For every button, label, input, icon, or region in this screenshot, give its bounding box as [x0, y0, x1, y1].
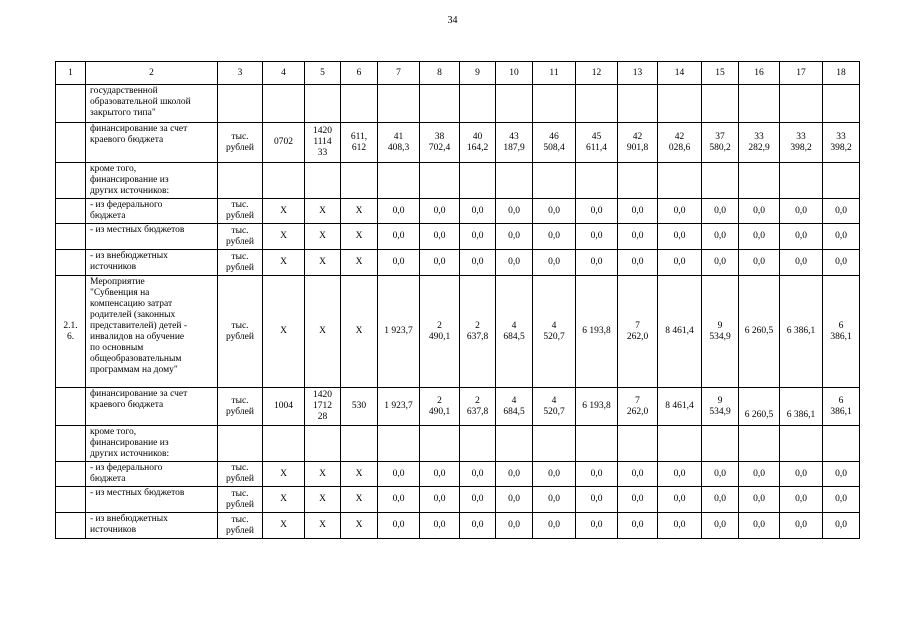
value-cell: 9 534,9	[702, 388, 739, 426]
code-cell: 1004	[263, 388, 305, 426]
header-cell: 11	[533, 62, 576, 85]
row-description: кроме того, финансирование из других источников:	[86, 426, 218, 462]
row-index	[56, 163, 86, 199]
code-cell: X	[263, 199, 305, 224]
row-index	[56, 388, 86, 426]
header-cell: 7	[378, 62, 420, 85]
row-index	[56, 224, 86, 250]
row-index	[56, 199, 86, 224]
code-cell	[305, 85, 341, 123]
value-cell	[533, 426, 576, 462]
value-cell	[823, 426, 860, 462]
table-row	[56, 199, 860, 224]
value-cell	[378, 426, 420, 462]
unit-cell: тыс. рублей	[218, 123, 263, 163]
value-cell: 0,0	[533, 199, 576, 224]
row-index	[56, 513, 86, 539]
value-cell: 0,0	[780, 462, 823, 487]
value-cell	[420, 85, 460, 123]
code-cell	[341, 163, 378, 199]
header-cell: 4	[263, 62, 305, 85]
value-cell: 42 901,8	[618, 123, 658, 163]
value-cell	[739, 85, 780, 123]
value-cell: 0,0	[460, 462, 496, 487]
value-cell: 4 520,7	[533, 388, 576, 426]
value-cell: 46 508,4	[533, 123, 576, 163]
value-cell: 0,0	[576, 487, 618, 513]
value-cell: 2 490,1	[420, 388, 460, 426]
value-cell	[460, 426, 496, 462]
value-cell: 7 262,0	[618, 276, 658, 388]
unit-cell: тыс. рублей	[218, 250, 263, 276]
row-description: государственной образовательной школой закрытого типа"	[86, 85, 218, 123]
value-cell: 2 490,1	[420, 276, 460, 388]
value-cell: 43 187,9	[496, 123, 533, 163]
value-cell: 45 611,4	[576, 123, 618, 163]
value-cell: 6 193,8	[576, 276, 618, 388]
value-cell: 0,0	[378, 250, 420, 276]
value-cell	[496, 85, 533, 123]
value-cell: 0,0	[702, 250, 739, 276]
header-cell: 18	[823, 62, 860, 85]
value-cell: 0,0	[533, 250, 576, 276]
value-cell	[576, 85, 618, 123]
value-cell: 0,0	[496, 513, 533, 539]
value-cell	[420, 163, 460, 199]
code-cell: X	[263, 487, 305, 513]
row-description: - из местных бюджетов	[86, 224, 218, 250]
code-cell: X	[341, 199, 378, 224]
value-cell: 0,0	[780, 199, 823, 224]
value-cell: 2 637,8	[460, 276, 496, 388]
unit-cell: тыс. рублей	[218, 462, 263, 487]
value-cell	[460, 163, 496, 199]
value-cell: 4 684,5	[496, 388, 533, 426]
code-cell	[263, 163, 305, 199]
header-cell: 8	[420, 62, 460, 85]
value-cell	[576, 426, 618, 462]
row-description: Мероприятие "Субвенция на компенсацию затрат родителей (законных представителей) детей - инвалидов на обучение по основным общеобразовательным программам на дому"	[86, 276, 218, 388]
value-cell: 0,0	[460, 250, 496, 276]
table-row	[56, 426, 860, 462]
value-cell	[823, 85, 860, 123]
unit-cell: тыс. рублей	[218, 276, 263, 388]
table-row	[56, 487, 860, 513]
header-cell: 15	[702, 62, 739, 85]
value-cell	[496, 163, 533, 199]
value-cell: 0,0	[780, 487, 823, 513]
value-cell	[780, 85, 823, 123]
value-cell: 0,0	[420, 250, 460, 276]
code-cell	[341, 426, 378, 462]
value-cell: 0,0	[823, 199, 860, 224]
value-cell	[702, 85, 739, 123]
value-cell: 0,0	[378, 224, 420, 250]
header-cell: 13	[618, 62, 658, 85]
value-cell: 0,0	[533, 224, 576, 250]
code-cell: X	[263, 224, 305, 250]
code-cell: X	[305, 276, 341, 388]
value-cell	[739, 163, 780, 199]
table-row	[56, 224, 860, 250]
value-cell: 0,0	[702, 224, 739, 250]
value-cell: 2 637,8	[460, 388, 496, 426]
row-description: кроме того, финансирование из других источников:	[86, 163, 218, 199]
value-cell: 42 028,6	[658, 123, 702, 163]
value-cell: 33 398,2	[780, 123, 823, 163]
row-description: финансирование за счет краевого бюджета	[86, 388, 218, 426]
header-cell: 12	[576, 62, 618, 85]
value-cell	[618, 85, 658, 123]
row-description: финансирование за счет краевого бюджета	[86, 123, 218, 163]
value-cell: 0,0	[576, 224, 618, 250]
value-cell: 0,0	[739, 487, 780, 513]
row-index	[56, 487, 86, 513]
table-row	[56, 276, 860, 388]
row-index	[56, 123, 86, 163]
value-cell: 8 461,4	[658, 276, 702, 388]
code-cell	[263, 85, 305, 123]
value-cell: 0,0	[780, 250, 823, 276]
unit-cell: тыс. рублей	[218, 487, 263, 513]
table-row	[56, 513, 860, 539]
header-row	[56, 62, 860, 85]
value-cell: 0,0	[496, 487, 533, 513]
value-cell: 6 386,1	[823, 388, 860, 426]
code-cell: X	[341, 276, 378, 388]
value-cell: 0,0	[576, 462, 618, 487]
row-index: 2.1. 6.	[56, 276, 86, 388]
value-cell: 33 398,2	[823, 123, 860, 163]
value-cell: 0,0	[658, 224, 702, 250]
value-cell: 1 923,7	[378, 388, 420, 426]
value-cell: 0,0	[823, 250, 860, 276]
value-cell: 0,0	[460, 513, 496, 539]
value-cell: 0,0	[378, 487, 420, 513]
unit-cell: тыс. рублей	[218, 388, 263, 426]
value-cell: 0,0	[739, 224, 780, 250]
row-description: - из федерального бюджета	[86, 199, 218, 224]
value-cell: 6 260,5	[739, 388, 780, 426]
code-cell: X	[263, 462, 305, 487]
value-cell: 0,0	[780, 224, 823, 250]
row-index	[56, 426, 86, 462]
code-cell	[341, 85, 378, 123]
value-cell: 0,0	[533, 462, 576, 487]
value-cell	[618, 426, 658, 462]
header-cell: 5	[305, 62, 341, 85]
value-cell	[823, 163, 860, 199]
table-row	[56, 163, 860, 199]
code-cell: X	[341, 250, 378, 276]
row-description: - из внебюджетных источников	[86, 250, 218, 276]
value-cell: 0,0	[618, 513, 658, 539]
value-cell: 0,0	[533, 513, 576, 539]
code-cell: X	[305, 199, 341, 224]
unit-cell	[218, 426, 263, 462]
value-cell: 1 923,7	[378, 276, 420, 388]
value-cell: 0,0	[460, 199, 496, 224]
value-cell: 0,0	[533, 487, 576, 513]
header-cell: 2	[86, 62, 218, 85]
value-cell: 41 408,3	[378, 123, 420, 163]
value-cell: 0,0	[460, 224, 496, 250]
code-cell: X	[341, 462, 378, 487]
unit-cell: тыс. рублей	[218, 224, 263, 250]
value-cell	[658, 85, 702, 123]
value-cell: 0,0	[658, 513, 702, 539]
value-cell: 4 520,7	[533, 276, 576, 388]
code-cell: X	[263, 276, 305, 388]
row-description: - из внебюджетных источников	[86, 513, 218, 539]
value-cell	[378, 85, 420, 123]
row-description: - из местных бюджетов	[86, 487, 218, 513]
value-cell: 0,0	[496, 224, 533, 250]
code-cell: X	[341, 224, 378, 250]
table-row	[56, 462, 860, 487]
header-cell: 17	[780, 62, 823, 85]
value-cell: 8 461,4	[658, 388, 702, 426]
value-cell: 6 386,1	[823, 276, 860, 388]
value-cell: 0,0	[658, 199, 702, 224]
row-index	[56, 462, 86, 487]
value-cell	[780, 163, 823, 199]
value-cell: 7 262,0	[618, 388, 658, 426]
value-cell	[496, 426, 533, 462]
value-cell: 0,0	[420, 487, 460, 513]
header-cell: 3	[218, 62, 263, 85]
code-cell: X	[305, 250, 341, 276]
value-cell: 0,0	[823, 462, 860, 487]
value-cell: 6 193,8	[576, 388, 618, 426]
value-cell: 0,0	[823, 513, 860, 539]
code-cell: 611, 612	[341, 123, 378, 163]
value-cell: 0,0	[739, 513, 780, 539]
value-cell	[658, 163, 702, 199]
value-cell	[702, 163, 739, 199]
page-number: 34	[447, 15, 458, 26]
header-cell: 14	[658, 62, 702, 85]
value-cell: 0,0	[420, 513, 460, 539]
value-cell	[702, 426, 739, 462]
value-cell: 0,0	[378, 462, 420, 487]
value-cell: 40 164,2	[460, 123, 496, 163]
value-cell: 0,0	[702, 513, 739, 539]
value-cell	[533, 163, 576, 199]
value-cell: 0,0	[618, 250, 658, 276]
header-cell: 16	[739, 62, 780, 85]
header-cell: 9	[460, 62, 496, 85]
value-cell	[739, 426, 780, 462]
value-cell: 0,0	[460, 487, 496, 513]
table-row	[56, 123, 860, 163]
value-cell: 0,0	[378, 513, 420, 539]
code-cell: X	[305, 462, 341, 487]
value-cell	[378, 163, 420, 199]
code-cell: X	[341, 487, 378, 513]
value-cell	[420, 426, 460, 462]
value-cell: 0,0	[658, 462, 702, 487]
table-row	[56, 388, 860, 426]
code-cell: X	[305, 224, 341, 250]
value-cell	[618, 163, 658, 199]
code-cell: X	[305, 487, 341, 513]
value-cell: 0,0	[618, 224, 658, 250]
value-cell: 0,0	[702, 462, 739, 487]
value-cell: 0,0	[420, 462, 460, 487]
value-cell: 0,0	[378, 199, 420, 224]
row-index	[56, 85, 86, 123]
value-cell	[576, 163, 618, 199]
value-cell: 0,0	[496, 462, 533, 487]
code-cell	[305, 426, 341, 462]
code-cell	[263, 426, 305, 462]
code-cell	[305, 163, 341, 199]
value-cell: 0,0	[576, 199, 618, 224]
value-cell: 0,0	[496, 199, 533, 224]
row-description: - из федерального бюджета	[86, 462, 218, 487]
value-cell: 0,0	[658, 250, 702, 276]
value-cell: 0,0	[823, 487, 860, 513]
value-cell: 0,0	[576, 513, 618, 539]
value-cell: 0,0	[618, 462, 658, 487]
unit-cell: тыс. рублей	[218, 199, 263, 224]
value-cell: 0,0	[618, 199, 658, 224]
value-cell	[460, 85, 496, 123]
code-cell: X	[263, 250, 305, 276]
value-cell: 9 534,9	[702, 276, 739, 388]
value-cell: 0,0	[739, 462, 780, 487]
value-cell: 6 386,1	[780, 276, 823, 388]
code-cell: 0702	[263, 123, 305, 163]
value-cell: 0,0	[420, 199, 460, 224]
value-cell: 37 580,2	[702, 123, 739, 163]
value-cell: 0,0	[658, 487, 702, 513]
value-cell: 0,0	[496, 250, 533, 276]
unit-cell	[218, 163, 263, 199]
value-cell: 33 282,9	[739, 123, 780, 163]
unit-cell: тыс. рублей	[218, 513, 263, 539]
value-cell	[780, 426, 823, 462]
value-cell: 4 684,5	[496, 276, 533, 388]
value-cell	[658, 426, 702, 462]
value-cell: 0,0	[618, 487, 658, 513]
header-cell: 10	[496, 62, 533, 85]
table-row	[56, 85, 860, 123]
code-cell: X	[263, 513, 305, 539]
value-cell	[533, 85, 576, 123]
header-cell: 1	[56, 62, 86, 85]
budget-table	[55, 61, 860, 539]
value-cell: 0,0	[739, 199, 780, 224]
row-index	[56, 250, 86, 276]
code-cell: 1420 1114 33	[305, 123, 341, 163]
header-cell: 6	[341, 62, 378, 85]
value-cell: 6 386,1	[780, 388, 823, 426]
value-cell: 0,0	[780, 513, 823, 539]
code-cell: 1420 1712 28	[305, 388, 341, 426]
value-cell: 6 260,5	[739, 276, 780, 388]
value-cell: 38 702,4	[420, 123, 460, 163]
value-cell: 0,0	[576, 250, 618, 276]
code-cell: X	[341, 513, 378, 539]
value-cell: 0,0	[420, 224, 460, 250]
value-cell: 0,0	[702, 487, 739, 513]
value-cell: 0,0	[823, 224, 860, 250]
table-row	[56, 250, 860, 276]
value-cell: 0,0	[739, 250, 780, 276]
unit-cell	[218, 85, 263, 123]
code-cell: 530	[341, 388, 378, 426]
code-cell: X	[305, 513, 341, 539]
value-cell: 0,0	[702, 199, 739, 224]
